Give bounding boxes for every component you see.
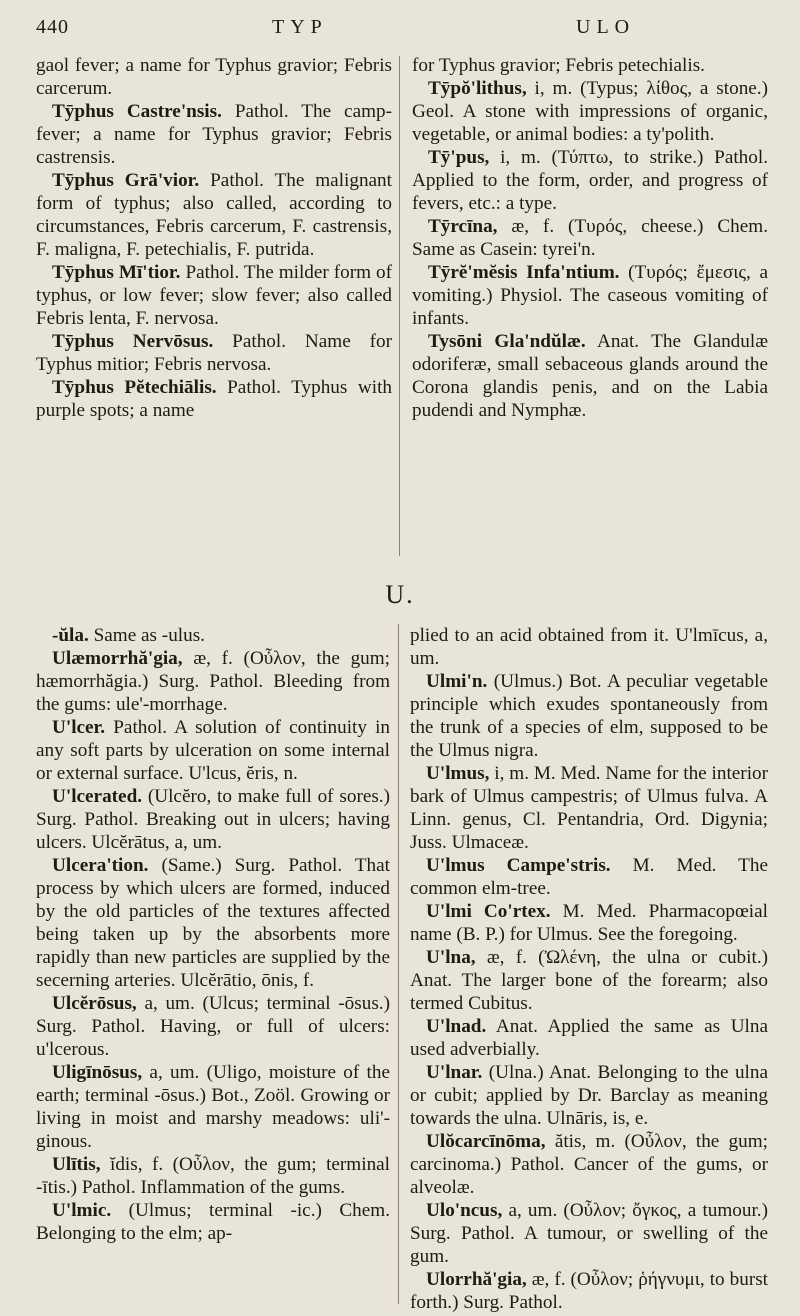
entry-headword: Tȳphus Mī'tior. [52,262,181,283]
entry-headword: Tȳphus Nervōsus. [52,331,214,352]
entry-definition: Pathol. Name for Typhus mitior; Febris nervosa. [36,331,392,375]
entry-definition: a, um. (Ulcus; terminal -ōsus.) Surg. Pathol. Having, or full of ulcers: u'lcerous. [36,993,390,1060]
entry-definition: Pathol. Typhus with purple spots; a name [36,377,393,421]
dictionary-entry [36,330,392,376]
entry-definition: gaol fever; a name for Typhus gravior; Febris carcerum. [36,55,392,99]
dictionary-entry [412,77,768,146]
entry-definition: Anat. Applied the same as Ulna used adverbially. [410,1016,768,1060]
column-2 [412,54,768,422]
dictionary-entry [410,854,768,900]
entry-headword: Ulo'ncus, [426,1200,503,1221]
entry-headword: Tȳrcīna, [428,216,498,237]
entry-definition: (Τυρός; ἔμεσις, a vomiting.) Physiol. The caseous vomiting of infants. [412,262,769,329]
entry-definition: ĭdis, f. (Οὖλον, the gum; terminal -ītis.) Pathol. Inflammation of the gums. [36,1154,391,1198]
entry-definition: æ, f. (Ὠλένη, the ulna or cubit.) Anat. The larger bone of the forearm; also termed Cubitus. [410,947,769,1014]
entry-definition: æ, f. (Οὖλον; ῥήγνυμι, to burst forth.) Surg. Pathol. [410,1269,769,1313]
entry-headword: U'lcer. [52,717,106,738]
dictionary-entry [36,1153,390,1199]
entry-headword: Ulcĕrōsus, [52,993,137,1014]
entry-definition: æ, f. (Οὖλον, the gum; hæmorrhăgia.) Surg. Pathol. Bleeding from the gums: ule'-morrhage. [36,648,391,715]
entry-headword: Tȳphus Grā'vior. [52,170,200,191]
entry-definition: (Ulmus.) Bot. A peculiar vegetable principle which exudes spontaneously from the trunk of a species of elm, supposed to be the Ulmus nigra. [410,671,768,761]
entry-definition: plied to an acid obtained from it. U'lmīcus, a, um. [410,625,768,669]
entry-headword: Tȳphus Pĕtechiālis. [52,377,217,398]
dictionary-entry [36,261,392,330]
dictionary-entry [410,1015,768,1061]
entry-definition: Same as -ulus. [93,625,205,646]
entry-headword: U'lnar. [426,1062,483,1083]
entry-headword: Ulorrhă'gia, [426,1269,527,1290]
entry-definition: i, m. (Typus; λίθος, a stone.) Geol. A stone with impressions of organic, vegetable, or animal bodies: a ty'polith. [412,78,768,145]
entry-headword: -ŭla. [52,625,89,646]
section-letter: U. [385,580,415,609]
dictionary-entry [36,716,390,785]
page-number: 440 [36,16,69,38]
entry-headword: U'lmus Campe'stris. [426,855,611,876]
entry-headword: Uligīnōsus, [52,1062,143,1083]
dictionary-entry [36,376,392,422]
entry-headword: Ulītis, [52,1154,101,1175]
dictionary-entry [36,54,392,100]
dictionary-entry [36,169,392,261]
dictionary-entry [410,1268,768,1314]
entry-headword: U'lcerated. [52,786,143,807]
entry-definition: (Same.) Surg. Pathol. That process by which ulcers are formed, induced by the old particles of the textures affected being taken up by the absorbents more rapidly than new particles are supplied by the secerning arteries. Ulcĕrātio, ōnis, f. [36,855,390,991]
dictionary-entry [36,1061,390,1153]
entry-headword: Ulcera'tion. [52,855,149,876]
dictionary-entry [412,261,768,330]
entry-definition: (Ulna.) Anat. Belonging to the ulna or cubit; applied by Dr. Barclay as meaning towards the ulna. Ulnāris, is, e. [410,1062,768,1129]
dictionary-entry [36,647,390,716]
entry-definition: M. Med. The common elm-tree. [410,855,768,899]
column-rule [398,624,399,1304]
column-3 [36,624,390,1245]
entry-headword: U'lmic. [52,1200,112,1221]
entry-definition: Anat. The Glandulæ odoriferæ, small sebaceous glands around the Corona glandis penis, and on the Labia pudendi and Nymphæ. [412,331,768,421]
entry-headword: Ulæmorrhă'gia, [52,648,183,669]
entry-definition: Pathol. The camp-fever; a name for Typhus gravior; Febris castrensis. [36,101,393,168]
entry-headword: U'lmus, [426,763,490,784]
entry-definition: ătis, m. (Οὖλον, the gum; carcinoma.) Pathol. Cancer of the gums, or alveolæ. [410,1131,769,1198]
entry-headword: Ulŏcarcīnōma, [426,1131,546,1152]
entry-definition: (Ulcĕro, to make full of sores.) Surg. Pathol. Breaking out in ulcers; having ulcers. Ulcĕrātus, a, um. [36,786,390,853]
entry-headword: U'lna, [426,947,476,968]
entry-definition: for Typhus gravior; Febris petechialis. [412,55,705,76]
left-running-head: TYP [272,16,328,38]
dictionary-entry [410,762,768,854]
dictionary-entry [410,1061,768,1130]
entry-headword: Tysōni Gla'ndŭlæ. [428,331,586,352]
column-1 [36,54,392,422]
dictionary-entry [412,330,768,422]
entry-definition: (Ulmus; terminal -ic.) Chem. Belonging to the elm; ap- [36,1200,391,1244]
dictionary-entry [36,785,390,854]
entry-definition: æ, f. (Τυρός, cheese.) Chem. Same as Casein: tyrei'n. [412,216,768,260]
dictionary-entry [412,215,768,261]
dictionary-entry [410,1199,768,1268]
entry-headword: Tȳpŏ'lithus, [428,78,527,99]
entry-definition: Pathol. A solution of continuity in any soft parts by ulceration on some internal or external surface. U'lcus, ĕris, n. [36,717,391,784]
dictionary-entry [410,946,768,1015]
entry-headword: Tȳrĕ'mĕsis Infa'ntium. [428,262,620,283]
dictionary-entry [410,900,768,946]
entry-definition: a, um. (Οὖλον; ὄγκος, a tumour.) Surg. Pathol. A tumour, or swelling of the gum. [410,1200,768,1267]
entry-headword: Tȳ'pus, [428,147,490,168]
dictionary-entry [412,146,768,215]
dictionary-entry [36,854,390,992]
entry-headword: U'lnad. [426,1016,487,1037]
entry-headword: Ulmi'n. [426,671,488,692]
dictionary-entry [410,1130,768,1199]
entry-definition: M. Med. Pharmacopœial name (B. P.) for Ulmus. See the foregoing. [410,901,768,945]
dictionary-entry [412,54,768,77]
dictionary-entry [36,1199,390,1245]
entry-definition: a, um. (Uligo, moisture of the earth; terminal -ōsus.) Bot., Zoöl. Growing or living in moist and marshy meadows: uli'-ginous. [36,1062,390,1152]
dictionary-entry [36,624,390,647]
column-rule [399,56,400,556]
dictionary-entry [36,992,390,1061]
running-header [36,16,772,50]
entry-definition: Pathol. The milder form of typhus, or low fever; slow fever; also called Febris lenta, F. nervosa. [36,262,393,329]
entry-definition: i, m. M. Med. Name for the interior bark of Ulmus campestris; of Ulmus fulva. A Linn. genus, Cl. Pentandria, Ord. Digynia; Juss. Ulmaceæ. [410,763,769,853]
right-running-head: ULO [576,16,636,38]
dictionary-entry [410,670,768,762]
entry-definition: Pathol. The malignant form of typhus; also called, according to circumstances, Febris carcerum, F. castrensis, F. maligna, F. petechialis, F. putrida. [36,170,392,260]
entry-headword: U'lmi Co'rtex. [426,901,551,922]
dictionary-entry [36,100,392,169]
column-4 [410,624,768,1314]
entry-definition: i, m. (Τύπτω, to strike.) Pathol. Applied to the form, order, and progress of fevers, etc.: a type. [412,147,768,214]
entry-headword: Tȳphus Castre'nsis. [52,101,222,122]
dictionary-entry [410,624,768,670]
